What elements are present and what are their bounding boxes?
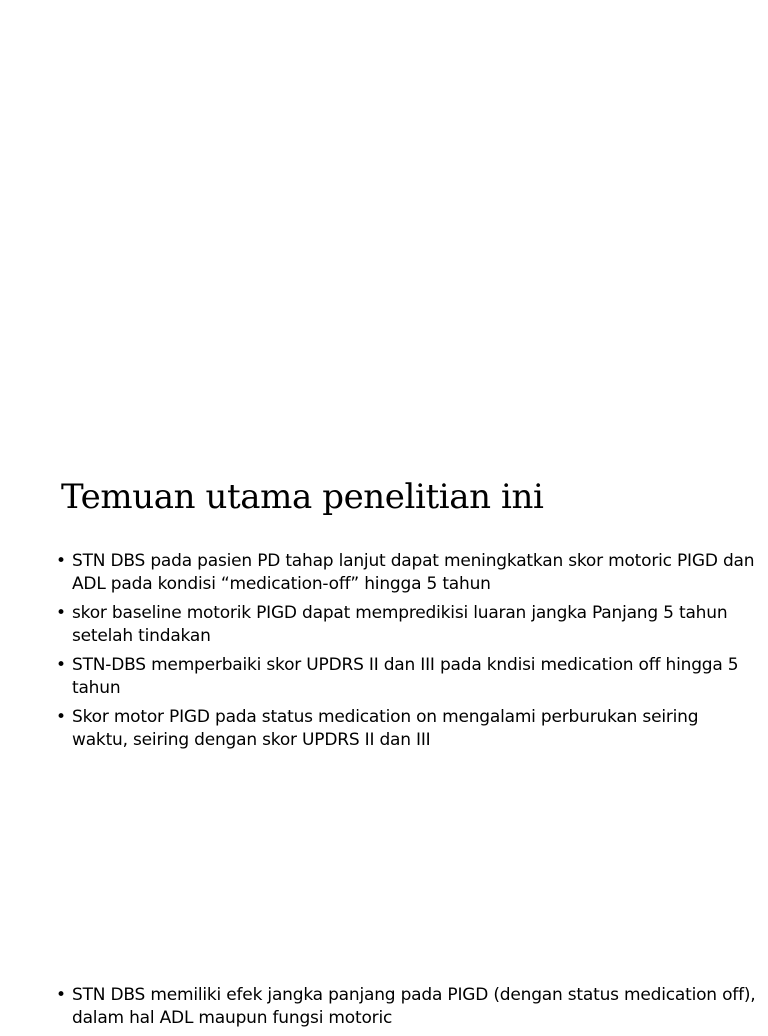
bullet-item — [56, 550, 756, 596]
next-slide-bullet-list — [56, 984, 756, 1036]
bullet-text: skor baseline motorik PIGD dapat mempredikisi luaran jangka Panjang 5 tahun setelah tindakan — [72, 603, 728, 646]
bullet-item — [56, 706, 756, 752]
bullet-item — [56, 984, 756, 1030]
bullet-dot-icon: • — [56, 655, 66, 675]
slide-title: Temuan utama penelitian ini — [61, 477, 544, 517]
bullet-text: Skor motor PIGD pada status medication on mengalami perburukan seiring waktu, seiring dengan skor UPDRS II dan III — [72, 707, 699, 750]
bullet-dot-icon: • — [56, 551, 66, 571]
bullet-item — [56, 602, 756, 648]
bullet-item — [56, 654, 756, 700]
bullet-text: STN DBS memiliki efek jangka panjang pada PIGD (dengan status medication off), dalam hal ADL maupun fungsi motoric — [72, 985, 756, 1028]
findings-bullet-list — [56, 550, 756, 758]
bullet-dot-icon: • — [56, 985, 66, 1005]
bullet-dot-icon: • — [56, 603, 66, 623]
bullet-text: STN DBS pada pasien PD tahap lanjut dapat meningkatkan skor motoric PIGD dan ADL pada kondisi “medication-off” hingga 5 tahun — [72, 551, 755, 594]
bullet-dot-icon: • — [56, 707, 66, 727]
bullet-text: STN-DBS memperbaiki skor UPDRS II dan III pada kndisi medication off hingga 5 tahun — [72, 655, 739, 698]
